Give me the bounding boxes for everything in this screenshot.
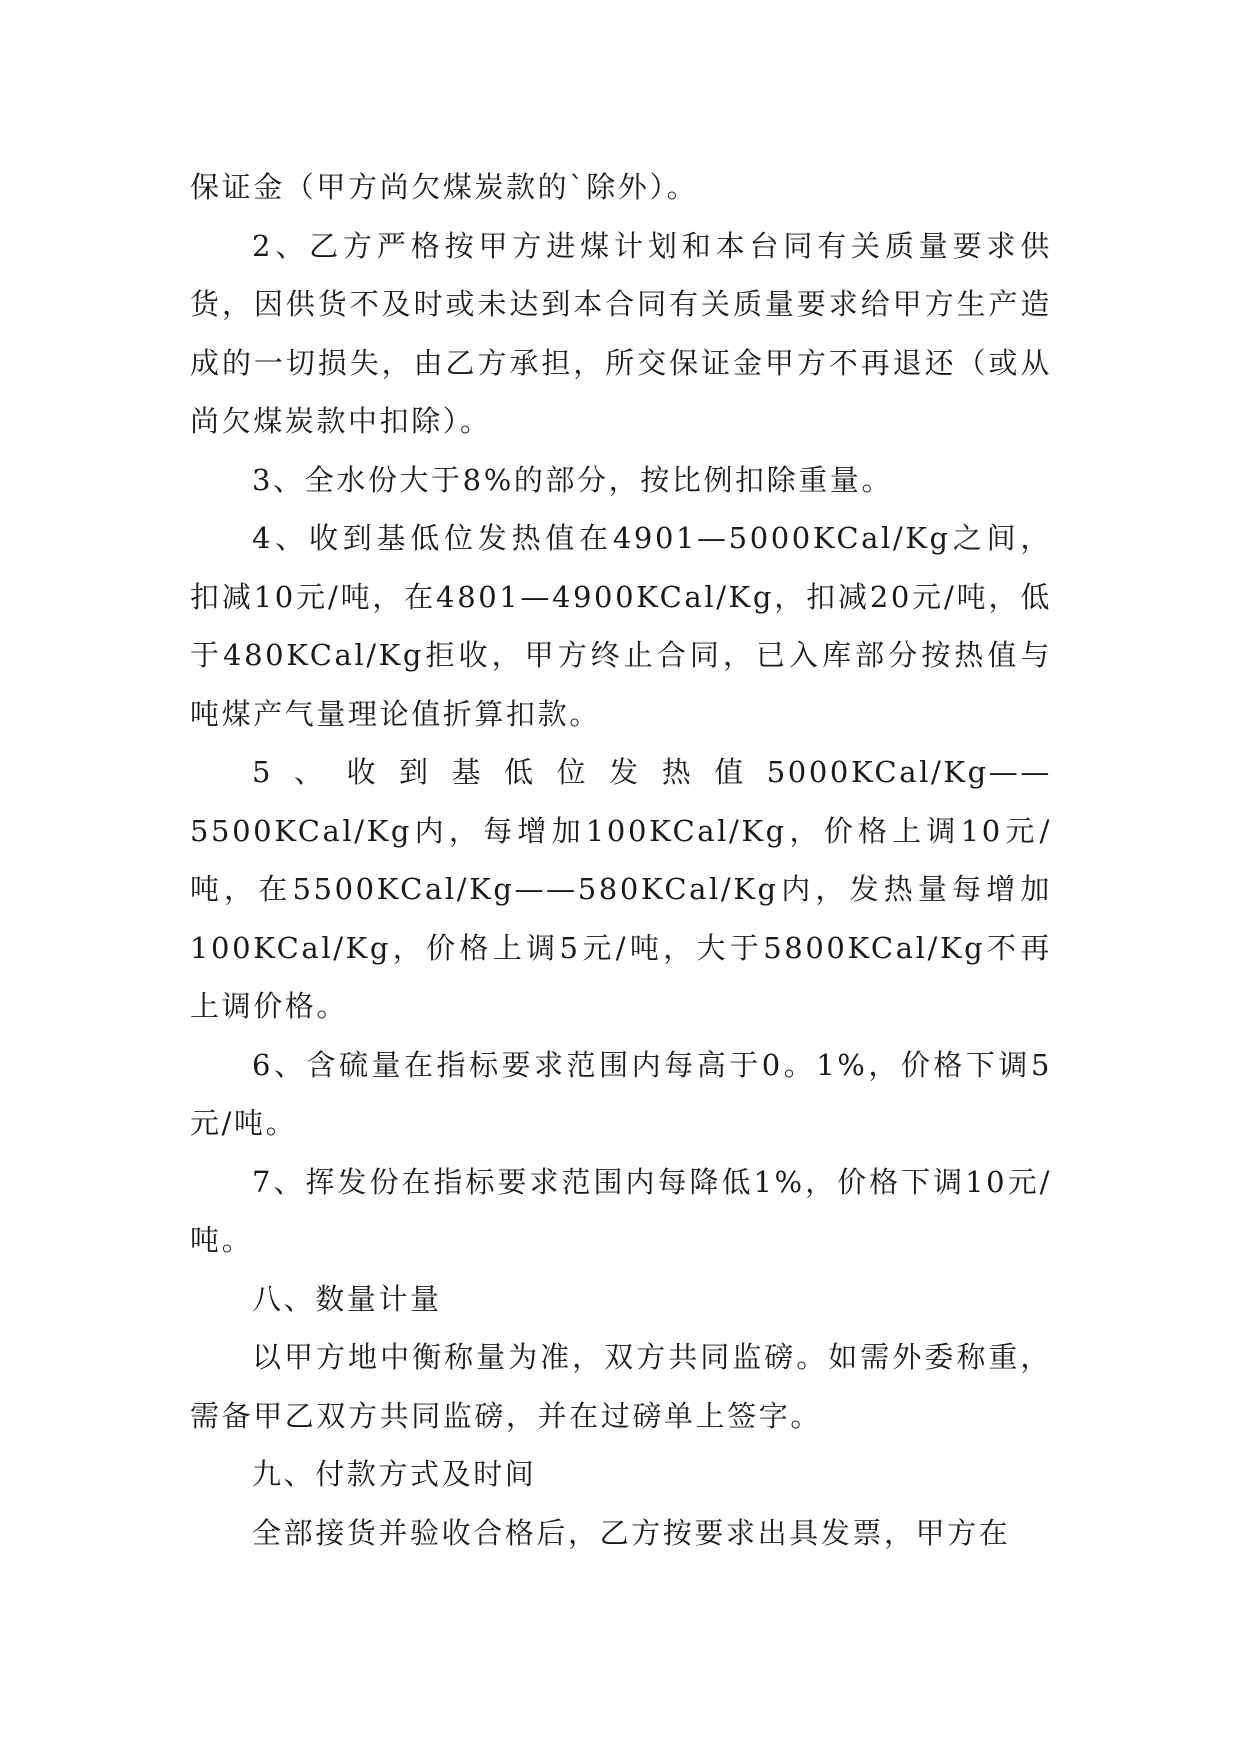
clause-2-supply-quality: 2、乙方严格按甲方进煤计划和本台同有关质量要求供货，因供货不及时或未达到本合同有关质量要求给甲方生产造成的一切损失，由乙方承担，所交保证金甲方不再退还（或从尚欠煤炭款中扣除）。 (190, 228, 1052, 438)
clause-6-sulfur: 6、含硫量在指标要求范围内每高于0。1%，价格下调5元/吨。 (190, 1047, 1052, 1140)
clause-4-calorific-deduction: 4、收到基低位发热值在4901—5000KCal/Kg之间，扣减10元/吨，在4801—4900KCal/Kg，扣减20元/吨，低于480KCal/Kg拒收，甲方终止合同，已入库部分按热值与吨煤产气量理论值折算扣款。 (190, 521, 1052, 731)
section-8-body: 以甲方地中衡称量为准，双方共同监磅。如需外委称重，需备甲乙双方共同监磅，并在过磅单上签字。 (190, 1340, 1052, 1433)
paragraph-deposit-continuation: 保证金（甲方尚欠煤炭款的`除外）。 (190, 170, 699, 204)
section-9-body: 全部接货并验收合格后，乙方按要求出具发票，甲方在 (252, 1515, 1011, 1550)
clause-5-calorific-bonus: 5、收到基低位发热值5000KCal/Kg—— 5500KCal/Kg内，每增加100KCal/Kg，价格上调10元/吨，在5500KCal/Kg——580KCal/Kg内，发热量每增加100KCal/Kg，价格上调5元/吨，大于5800KCal/Kg不再上调价格。 (190, 755, 1052, 1023)
document-body (190, 158, 1052, 1562)
clause-7-volatile: 7、挥发份在指标要求范围内每降低1%，价格下调10元/吨。 (190, 1164, 1052, 1257)
section-8-heading: 八、数量计量 (252, 1281, 442, 1316)
clause-3-moisture: 3、全水份大于8%的部分，按比例扣除重量。 (252, 462, 894, 497)
section-9-heading: 九、付款方式及时间 (252, 1457, 537, 1491)
